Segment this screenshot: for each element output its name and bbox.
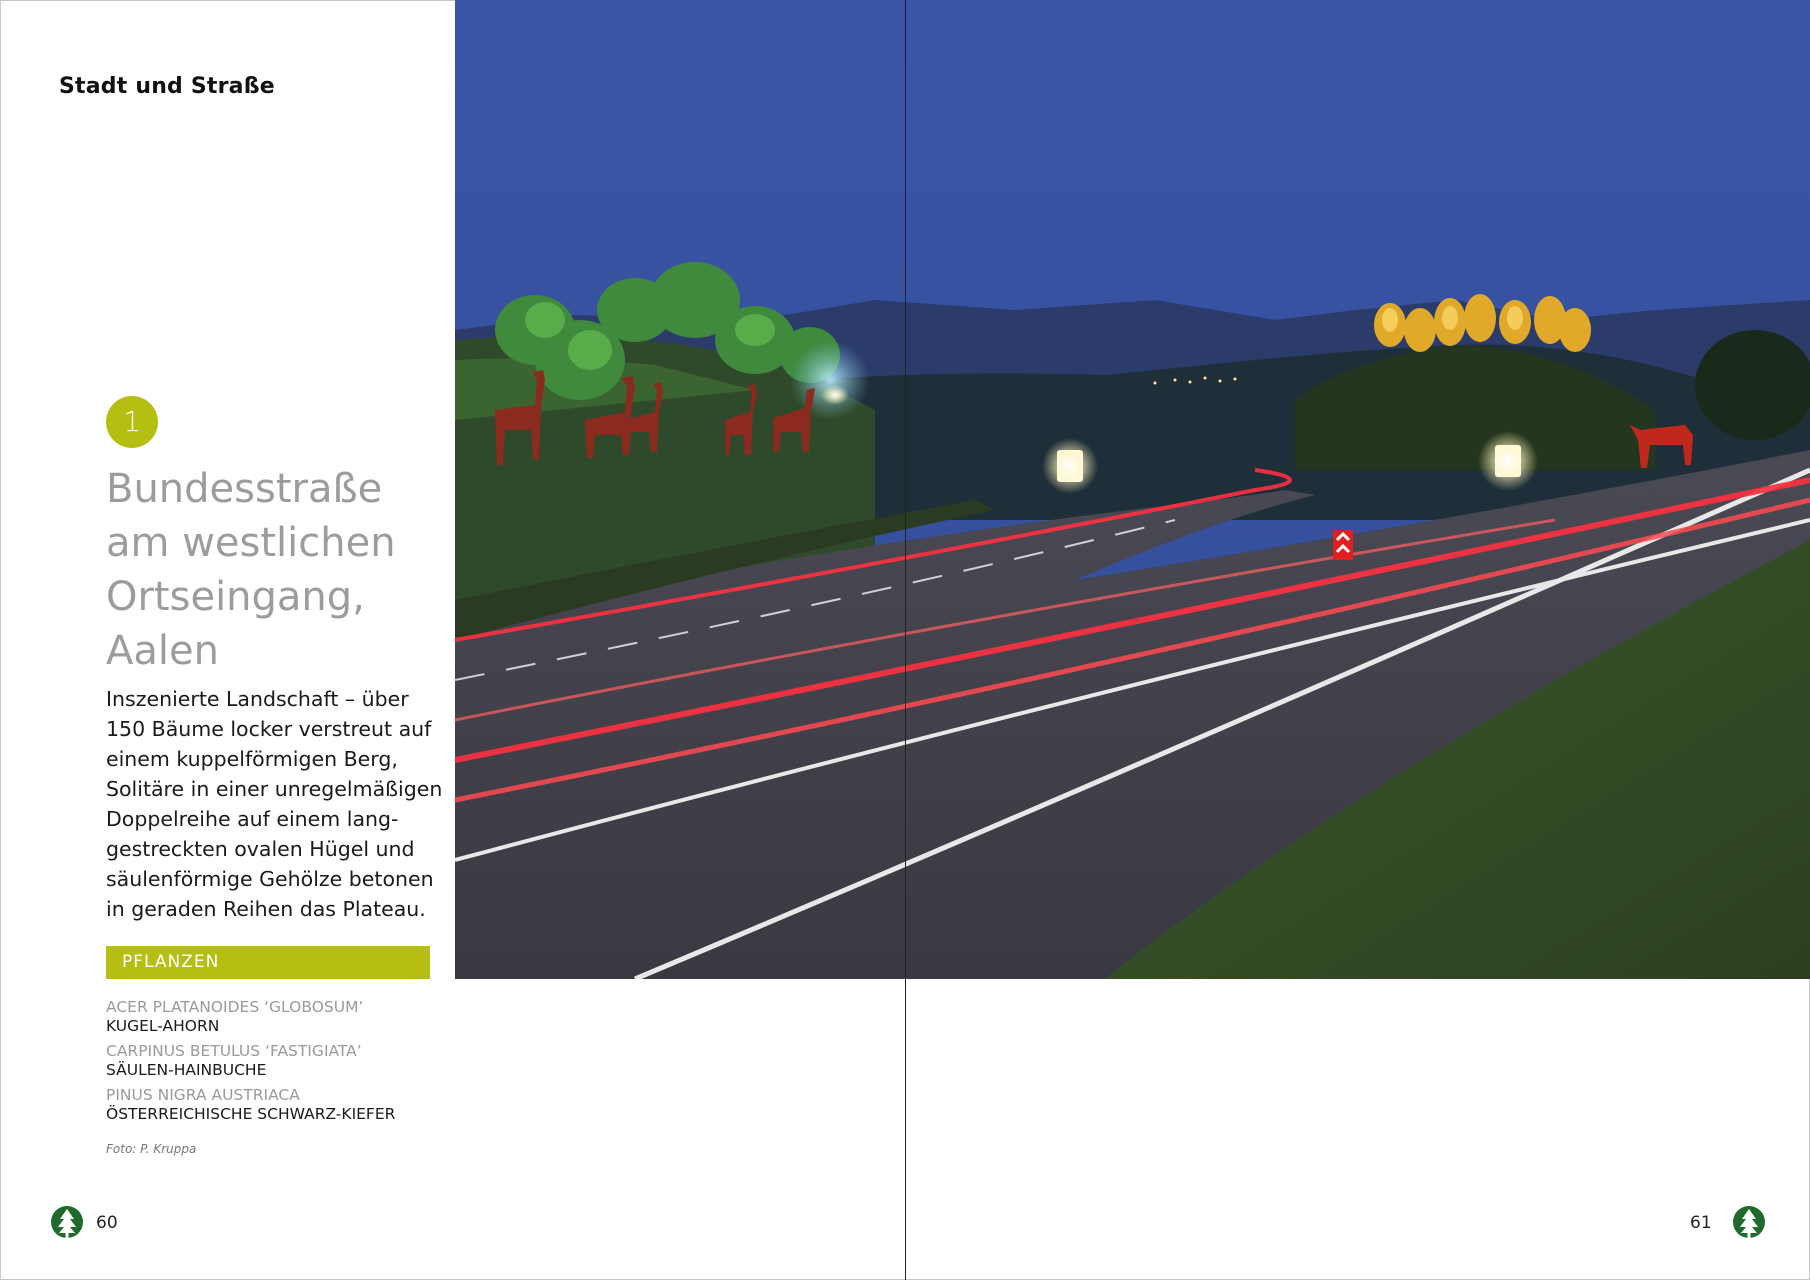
plant-common-name: KUGEL-AHORN xyxy=(106,1017,220,1035)
plant-list xyxy=(106,998,436,1130)
entry-title-line: Bundesstraße xyxy=(106,466,383,512)
entry-number-badge: 1 xyxy=(106,396,158,448)
description-line: säulenförmige Gehölze betonen xyxy=(106,867,434,891)
page-number-right: 61 xyxy=(1690,1213,1712,1233)
page-number-left: 60 xyxy=(96,1213,118,1233)
description-line: Doppelreihe auf einem lang- xyxy=(106,807,399,831)
entry-title xyxy=(106,462,446,678)
road-photo xyxy=(455,0,1810,979)
entry-title-line: Aalen xyxy=(106,628,219,674)
plant-latin-name: ACER PLATANOIDES ‘GLOBOSUM’ xyxy=(106,998,364,1016)
plant-latin-name: CARPINUS BETULUS ‘FASTIGIATA’ xyxy=(106,1042,362,1060)
tree-icon xyxy=(1732,1205,1766,1241)
description-line: in geraden Reihen das Plateau. xyxy=(106,897,426,921)
photo-credit: Foto: P. Kruppa xyxy=(106,1142,197,1156)
page-gutter xyxy=(905,0,906,1280)
section-title: Stadt und Straße xyxy=(59,74,275,99)
plants-heading-bar xyxy=(106,946,430,979)
plant-item xyxy=(106,1086,436,1124)
plant-item xyxy=(106,1042,436,1080)
entry-title-line: Ortseingang, xyxy=(106,574,365,620)
description-line: gestreckten ovalen Hügel und xyxy=(106,837,415,861)
entry-description xyxy=(106,684,443,924)
plant-common-name: SÄULEN-HAINBUCHE xyxy=(106,1061,267,1079)
plant-common-name: ÖSTERREICHISCHE SCHWARZ-KIEFER xyxy=(106,1105,396,1123)
plant-latin-name: PINUS NIGRA AUSTRIACA xyxy=(106,1086,300,1104)
plants-heading: PFLANZEN xyxy=(122,952,220,972)
plant-item xyxy=(106,998,436,1036)
description-line: Inszenierte Landschaft – über xyxy=(106,687,409,711)
description-line: 150 Bäume locker verstreut auf xyxy=(106,717,432,741)
tree-icon xyxy=(50,1205,84,1241)
entry-title-line: am westlichen xyxy=(106,520,396,566)
description-line: einem kuppelförmigen Berg, xyxy=(106,747,398,771)
description-line: Solitäre in einer unregelmäßigen xyxy=(106,777,443,801)
